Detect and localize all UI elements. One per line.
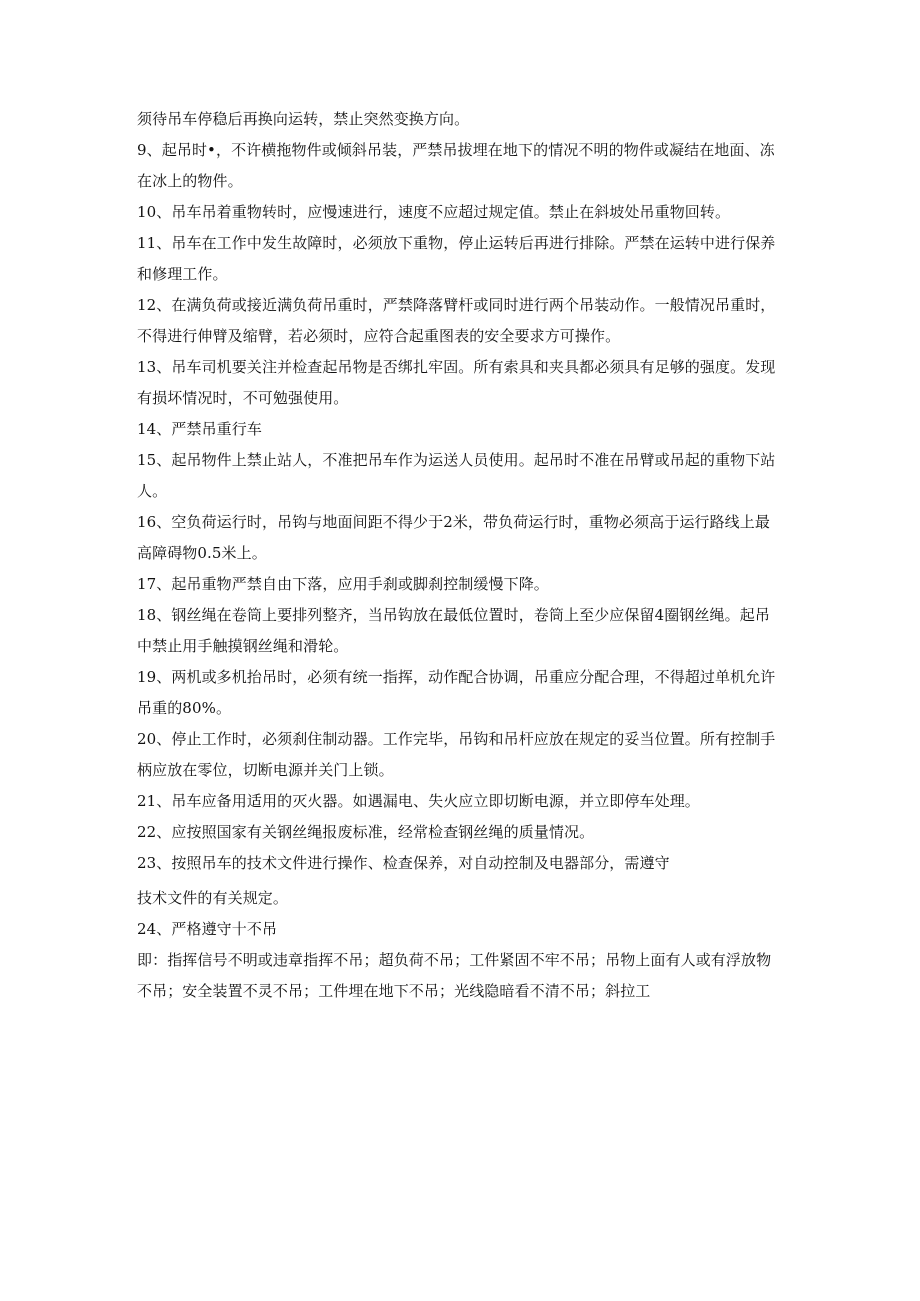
paragraph-item-12: 12、在满负荷或接近满负荷吊重时，严禁降落臂杆或同时进行两个吊装动作。一般情况吊重时，不得进行伸臂及缩臂，若必须时，应符合起重图表的安全要求方可操作。 [137,296,776,345]
paragraph-item-15: 15、起吊物件上禁止站人，不准把吊车作为运送人员使用。起吊时不准在吊臂或吊起的重物下站人。 [137,451,776,500]
paragraph-item-13: 13、吊车司机要关注并检查起吊物是否绑扎牢固。所有索具和夹具都必须具有足够的强度。发现有损坏情况时，不可勉强使用。 [137,358,776,407]
paragraph-item-10: 10、吊车吊着重物转时，应慢速进行，速度不应超过规定值。禁止在斜坡处吊重物回转。 [137,203,731,221]
paragraph-ten-rules: 即：指挥信号不明或违章指挥不吊；超负荷不吊；工件紧固不牢不吊；吊物上面有人或有浮放物不吊；安全装置不灵不吊；工件埋在地下不吊；光线隐暗看不清不吊；斜拉工 [137,951,772,1000]
paragraph-item-11: 11、吊车在工作中发生故障时，必须放下重物，停止运转后再进行排除。严禁在运转中进行保养和修理工作。 [137,234,776,283]
paragraph-item-23-continuation: 技术文件的有关规定。 [137,889,289,907]
document-body [137,104,785,1007]
paragraph-item-23: 23、按照吊车的技术文件进行操作、检查保养，对自动控制及电器部分，需遵守 [137,854,670,872]
paragraph-item-17: 17、起吊重物严禁自由下落，应用手刹或脚刹控制缓慢下降。 [137,575,549,593]
paragraph-item-22: 22、应按照国家有关钢丝绳报废标准，经常检查钢丝绳的质量情况。 [137,823,595,841]
paragraph-item-9: 9、起吊时•，不许横拖物件或倾斜吊装，严禁吊拔埋在地下的情况不明的物件或凝结在地面、冻在冰上的物件。 [137,141,775,190]
paragraph-item-19: 19、两机或多机抬吊时，必须有统一指挥，动作配合协调，吊重应分配合理，不得超过单机允许吊重的80%。 [137,668,776,717]
paragraph-item-14: 14、严禁吊重行车 [137,420,262,438]
paragraph-continuation: 须待吊车停稳后再换向运转，禁止突然变换方向。 [137,110,470,128]
paragraph-item-21: 21、吊车应备用适用的灭火器。如遇漏电、失火应立即切断电源，并立即停车处理。 [137,792,700,810]
paragraph-item-18: 18、钢丝绳在卷筒上要排列整齐，当吊钩放在最低位置时，卷筒上至少应保留4圈钢丝绳。起吊中禁止用手触摸钢丝绳和滑轮。 [137,606,770,655]
paragraph-item-16: 16、空负荷运行时，吊钩与地面间距不得少于2米，带负荷运行时，重物必须高于运行路线上最高障碍物0.5米上。 [137,513,770,562]
paragraph-item-24: 24、严格遵守十不吊 [137,920,278,938]
paragraph-item-20: 20、停止工作时，必须刹住制动器。工作完毕，吊钩和吊杆应放在规定的妥当位置。所有控制手柄应放在零位，切断电源并关门上锁。 [137,730,776,779]
